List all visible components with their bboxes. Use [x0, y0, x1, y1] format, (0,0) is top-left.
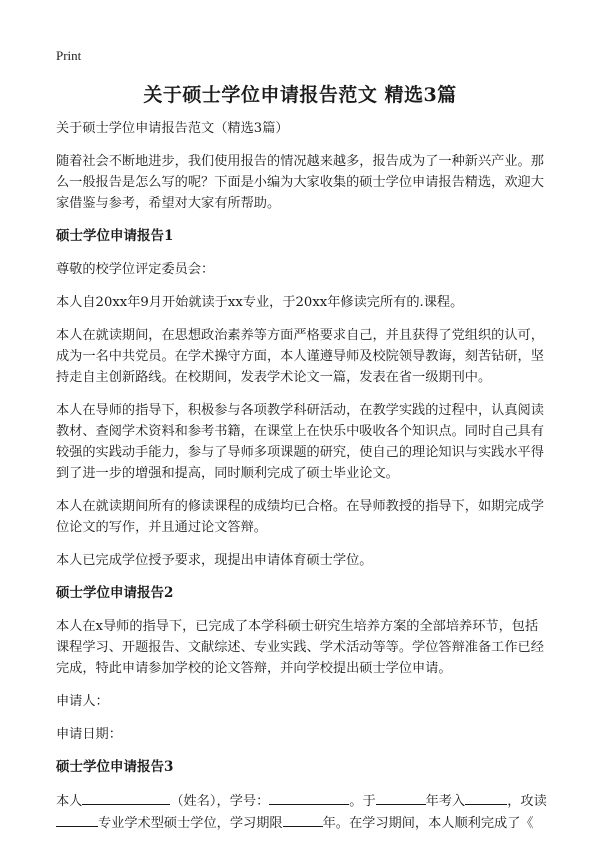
report3-text: 本人: [56, 794, 83, 809]
report1-paragraph: 本人在就读期间，在思想政治素养等方面严格要求自己，并且获得了党组织的认可，成为一名中共党员。在学术操守方面，本人谨遵导师及校院领导教诲，刻苦钻研，坚持走自主创新路线。在校期间，发表学术论文一篇，发表在省一级期刊中。: [56, 328, 544, 385]
duration-blank: [283, 812, 323, 827]
name-blank: [82, 790, 170, 805]
report1-greeting: 尊敬的校学位评定委员会：: [56, 262, 215, 277]
document-subtitle: 关于硕士学位申请报告范文（精选3篇）: [56, 121, 289, 136]
date-label: 申请日期：: [56, 727, 122, 742]
report1-paragraph: 本人已完成学位授予要求，现提出申请体育硕士学位。: [56, 553, 373, 568]
report2-heading: 硕士学位申请报告2: [56, 585, 174, 601]
report3-paragraph: [56, 790, 548, 834]
report1-paragraph: 本人在导师的指导下，积极参与各项教学科研活动，在教学实践的过程中，认真阅读教材、查阅学术资料和参考书籍，在课堂上在快乐中吸收各个知识点。同时自己具有较强的实践动手能力，参与了导师多项课题的研究，使自己的理论知识与实践水平得到了进一步的增强和提高，同时顺利完成了硕士毕业论文。: [56, 403, 544, 481]
applicant-label: 申请人：: [56, 694, 109, 709]
report3-heading: 硕士学位申请报告3: [56, 759, 174, 775]
page-title: 关于硕士学位申请报告范文 精选3篇: [143, 84, 457, 106]
report3-text: 。于: [349, 794, 376, 809]
report3-text: （姓名），学号：: [170, 794, 270, 809]
report3-text: ，攻读: [507, 794, 547, 809]
major-blank: [56, 812, 98, 827]
document-body: [56, 118, 548, 846]
report1-paragraph: 本人自20xx年9月开始就读于xx专业，于20xx年修读完所有的.课程。: [56, 295, 464, 310]
intro-paragraph: 随着社会不断地进步，我们使用报告的情况越来越多，报告成为了一种新兴产业。那么一般报告是怎么写的呢？下面是小编为大家收集的硕士学位申请报告精选，欢迎大家借鉴与参考，希望对大家有所帮助。: [56, 154, 544, 211]
year-blank: [376, 790, 426, 805]
report2-paragraph: 本人在x导师的指导下，已完成了本学科硕士研究生培养方案的全部培养环节，包括课程学习、开题报告、文献综述、专业实践、学术活动等等。学位答辩准备工作已经完成，特此申请参加学校的论文答辩，并向学校提出硕士学位申请。: [56, 619, 544, 676]
report3-text: 年。在学习期间，本人顺利完成了《: [322, 816, 534, 831]
print-link[interactable]: Print: [56, 48, 82, 63]
school-blank: [465, 790, 507, 805]
report1-heading: 硕士学位申请报告1: [56, 228, 174, 244]
report3-text: 年考入: [425, 794, 466, 809]
report3-text: 专业学术型硕士学位，学习期限: [98, 816, 283, 831]
report1-paragraph: 本人在就读期间所有的修读课程的成绩均已合格。在导师教授的指导下，如期完成学位论文的写作，并且通过论文答辩。: [56, 499, 544, 535]
student-id-blank: [269, 790, 349, 805]
